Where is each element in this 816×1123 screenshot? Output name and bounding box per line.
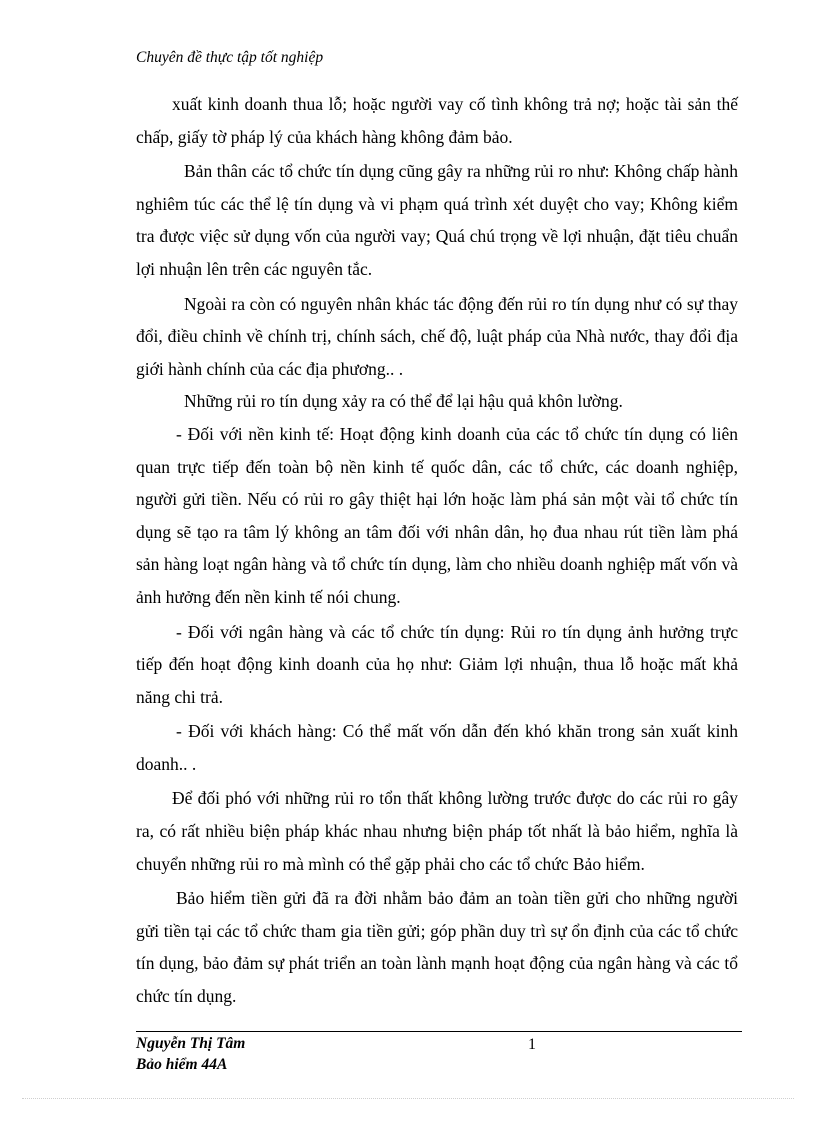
footer-class: Bảo hiểm 44A [136,1056,228,1073]
footer-divider [136,1031,742,1032]
page-number: 1 [528,1036,536,1053]
paragraph-customer-impact: - Đối với khách hàng: Có thể mất vốn dẫn đến khó khăn trong sản xuất kinh doanh.. . [136,721,738,774]
paragraph-continuation: xuất kinh doanh thua lỗ; hoặc người vay cố tình không trả nợ; hoặc tài sản thế chấp, giấy tờ pháp lý của khách hàng không đảm bảo. [136,94,738,147]
paragraph-bank-impact: - Đối với ngân hàng và các tổ chức tín dụng: Rủi ro tín dụng ảnh hưởng trực tiếp đến hoạt động kinh doanh của họ như: Giảm lợi nhuận, thua lỗ hoặc mất khả năng chi trả. [136,621,738,707]
paragraph-credit-institutions: Bản thân các tổ chức tín dụng cũng gây ra những rủi ro như: Không chấp hành nghiêm túc các thể lệ tín dụng và vi phạm quá trình xét duyệt cho vay; Không kiểm tra được việc sử dụng vốn của người vay; Quá chú trọng về lợi nhuận, đặt tiêu chuẩn lợi nhuận lên trên các nguyên tắc. [136,161,738,279]
paragraph-consequences: Những rủi ro tín dụng xảy ra có thể để lại hậu quả khôn lường. [184,391,623,412]
paragraph-deposit-insurance: Bảo hiểm tiền gửi đã ra đời nhằm bảo đảm an toàn tiền gửi cho những người gửi tiền tại các tổ chức tham gia tiền gửi; góp phần duy trì sự ổn định của các tổ chức tín dụng, bảo đảm sự phát triển an toàn lành mạnh hoạt động của ngân hàng và các tổ chức tín dụng. [136,888,738,1007]
footer-author: Nguyễn Thị Tâm [136,1035,246,1052]
paragraph-economy-impact: - Đối với nền kinh tế: Hoạt động kinh doanh của các tổ chức tín dụng có liên quan trực tiếp đến toàn bộ nền kinh tế quốc dân, các tổ chức, các doanh nghiệp, người gửi tiền. Nếu có rủi ro gây thiệt hại lớn hoặc làm phá sản một vài tổ chức tín dụng sẽ tạo ra tâm lý không an tâm đối với nhân dân, họ đua nhau rút tiền làm phá sản hàng loạt ngân hàng và tổ chức tín dụng, làm cho nhiều doanh nghiệp mất vốn và ảnh hưởng đến nền kinh tế nói chung. [136,423,738,607]
page-bottom-edge [22,1098,794,1099]
document-body [136,88,738,1013]
paragraph-insurance-solution: Để đối phó với những rủi ro tổn thất không lường trước được do các rủi ro gây ra, có rất nhiều biện pháp khác nhau nhưng biện pháp tốt nhất là bảo hiểm, nghĩa là chuyển những rủi ro mà mình có thể gặp phải cho các tổ chức Bảo hiểm. [136,788,738,874]
page-header-title: Chuyên đề thực tập tốt nghiệp [136,49,324,66]
paragraph-other-causes: Ngoài ra còn có nguyên nhân khác tác động đến rủi ro tín dụng như có sự thay đổi, điều chỉnh về chính trị, chính sách, chế độ, luật pháp của Nhà nước, thay đổi địa giới hành chính của các địa phương.. . [136,293,738,379]
